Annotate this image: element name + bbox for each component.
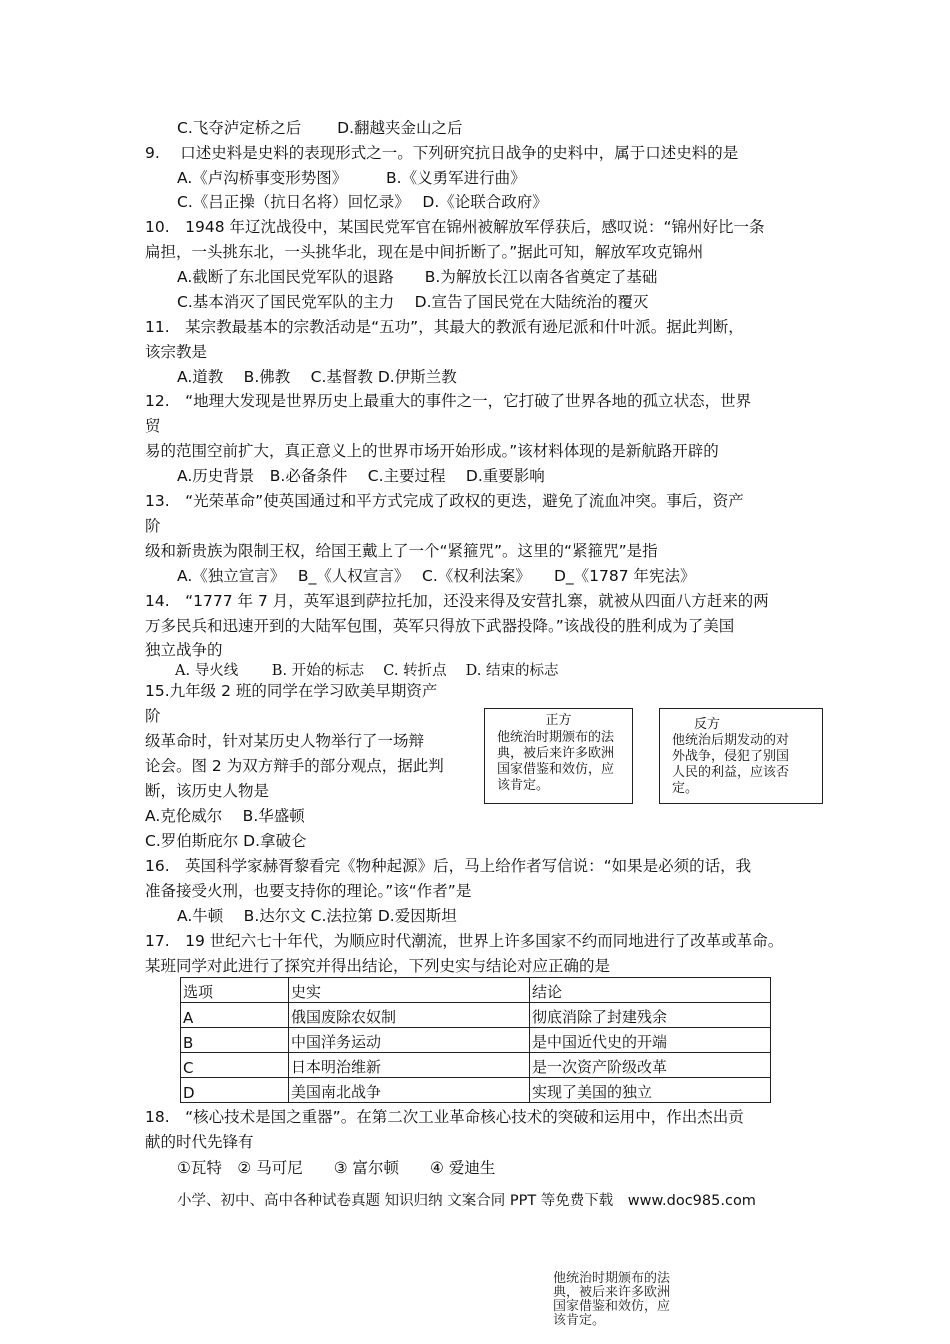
table-cell: 实现了美国的独立: [530, 1078, 771, 1103]
table-row: [181, 1053, 771, 1078]
footer-link-text: 小学、初中、高中各种试卷真题 知识归纳 文案合同 PPT 等免费下载 www.doc985.com: [177, 1193, 756, 1209]
q10-stem-1: 10. 1948 年辽沈战役中，某国民党军官在锦州被解放军俘获后，感叹说：“锦州好比一条: [145, 218, 765, 236]
table-row: [181, 1003, 771, 1028]
table-cell: 中国洋务运动: [289, 1028, 530, 1053]
q14-stem-2: 万多民兵和迅速开到的大陆军包围，英军只得放下武器投降。”该战役的胜利成为了美国: [145, 617, 735, 635]
con-side-text: 他统治后期发动的对外战争，侵犯了别国人民的利益，应该否定。: [672, 733, 790, 796]
overflow-text-fragment: 他统治时期颁布的法典，被后来许多欧洲国家借鉴和效仿，应该肯定。: [553, 1271, 671, 1328]
q18-stem-1: 18. “核心技术是国之重器”。在第二次工业革命核心技术的突破和运用中，作出杰出贡: [145, 1108, 744, 1126]
q13-stem-3: 级和新贵族为限制王权，给国王戴上了一个“紧箍咒”。这里的“紧箍咒”是指: [145, 542, 658, 560]
q10-options-cd: C.基本消灭了国民党军队的主力 D.宣告了国民党在大陆统治的覆灭: [177, 293, 649, 311]
q9-stem: 9. 口述史料是史料的表现形式之一。下列研究抗日战争的史料中，属于口述史料的是: [145, 144, 739, 162]
q10-stem-2: 扁担，一头挑东北，一头挑华北，现在是中间折断了。”据此可知，解放军攻克锦州: [145, 243, 704, 261]
q18-options: ①瓦特 ② 马可尼 ③ 富尔顿 ④ 爱迪生: [177, 1159, 496, 1177]
table-header: 结论: [530, 978, 771, 1003]
q10-options-ab: A.截断了东北国民党军队的退路 B.为解放长江以南各省奠定了基础: [177, 268, 658, 286]
table-cell: A: [181, 1003, 289, 1028]
q15-options-cd: C.罗伯斯庇尔 D.拿破仑: [145, 832, 307, 850]
q16-stem-2: 准备接受火刑，也要支持你的理论。”该“作者”是: [145, 882, 472, 900]
pro-side-text: 他统治时期颁布的法典，被后来许多欧洲国家借鉴和效仿，应该肯定。: [497, 730, 615, 793]
con-side-box: [659, 708, 823, 804]
con-side-title: 反方: [694, 717, 721, 732]
table-cell: 美国南北战争: [289, 1078, 530, 1103]
q17-stem-2: 某班同学对此进行了探究并得出结论，下列史实与结论对应正确的是: [145, 957, 611, 975]
q17-stem-1: 17. 19 世纪六七十年代，为顺应时代潮流，世界上许多国家不约而同地进行了改革或革命。: [145, 932, 784, 950]
pro-side-box: [484, 708, 633, 804]
q12-stem-2: 贸: [145, 417, 161, 435]
table-cell: 彻底消除了封建残余: [530, 1003, 771, 1028]
q11-stem-1: 11. 某宗教最基本的宗教活动是“五功”，其最大的教派有逊尼派和什叶派。据此判断，: [145, 318, 744, 336]
q16-options: A.牛顿 B.达尔文 C.法拉第 D.爱因斯坦: [177, 907, 457, 925]
q12-stem-1: 12. “地理大发现是世界历史上最重大的事件之一，它打破了世界各地的孤立状态，世界: [145, 392, 752, 410]
pro-side-title: 正方: [545, 713, 572, 728]
table-cell: 俄国废除农奴制: [289, 1003, 530, 1028]
q14-stem-3: 独立战争的: [145, 641, 223, 659]
table-cell: C: [181, 1053, 289, 1078]
q12-options: A.历史背景 B.必备条件 C.主要过程 D.重要影响: [177, 467, 545, 485]
q15-stem-4: 论会。图 2 为双方辩手的部分观点，据此判: [145, 757, 444, 775]
q17-table: [180, 977, 771, 1103]
table-cell: 是中国近代史的开端: [530, 1028, 771, 1053]
table-header-row: [181, 978, 771, 1003]
q13-stem-2: 阶: [145, 517, 161, 535]
q9-options-ab: A.《卢沟桥事变形势图》 B.《义勇军进行曲》: [177, 169, 526, 187]
table-header: 史实: [289, 978, 530, 1003]
table-cell: 日本明治维新: [289, 1053, 530, 1078]
q15-stem-2: 阶: [145, 707, 161, 725]
table-row: [181, 1028, 771, 1053]
q11-options: A.道教 B.佛教 C.基督教 D.伊斯兰教: [177, 368, 457, 386]
table-row: [181, 1078, 771, 1103]
table-header: 选项: [181, 978, 289, 1003]
table-cell: B: [181, 1028, 289, 1053]
q14-options: A. 导火线 B. 开始的标志 C. 转折点 D. 结束的标志: [175, 663, 559, 679]
q9-options-cd: C.《吕正操（抗日名将）回忆录》 D.《论联合政府》: [177, 193, 548, 211]
q15-stem-1: 15.九年级 2 班的同学在学习欧美早期资产: [145, 682, 438, 700]
q15-stem-5: 断，该历史人物是: [145, 782, 270, 800]
q13-stem-1: 13. “光荣革命”使英国通过和平方式完成了政权的更迭，避免了流血冲突。事后，资产: [145, 492, 744, 510]
q11-stem-2: 该宗教是: [145, 343, 208, 361]
q14-stem-1: 14. “1777 年 7 月，英军退到萨拉托加，还没来得及安营扎寨，就被从四面八方赶来的两: [145, 592, 769, 610]
q15-options-ab: A.克伦威尔 B.华盛顿: [145, 807, 305, 825]
q12-stem-3: 易的范围空前扩大，真正意义上的世界市场开始形成。”该材料体现的是新航路开辟的: [145, 442, 719, 460]
q13-options: A.《独立宣言》 B_《人权宣言》 C.《权利法案》 D_《1787 年宪法》: [177, 567, 696, 585]
q18-stem-2: 献的时代先锋有: [145, 1133, 254, 1151]
q15-stem-3: 级革命时，针对某历史人物举行了一场辩: [145, 732, 425, 750]
table-cell: 是一次资产阶级改革: [530, 1053, 771, 1078]
q16-stem-1: 16. 英国科学家赫胥黎看完《物种起源》后，马上给作者写信说：“如果是必须的话，我: [145, 857, 752, 875]
q8-options: C.飞夺泸定桥之后 D.翻越夹金山之后: [177, 119, 463, 137]
table-cell: D: [181, 1078, 289, 1103]
